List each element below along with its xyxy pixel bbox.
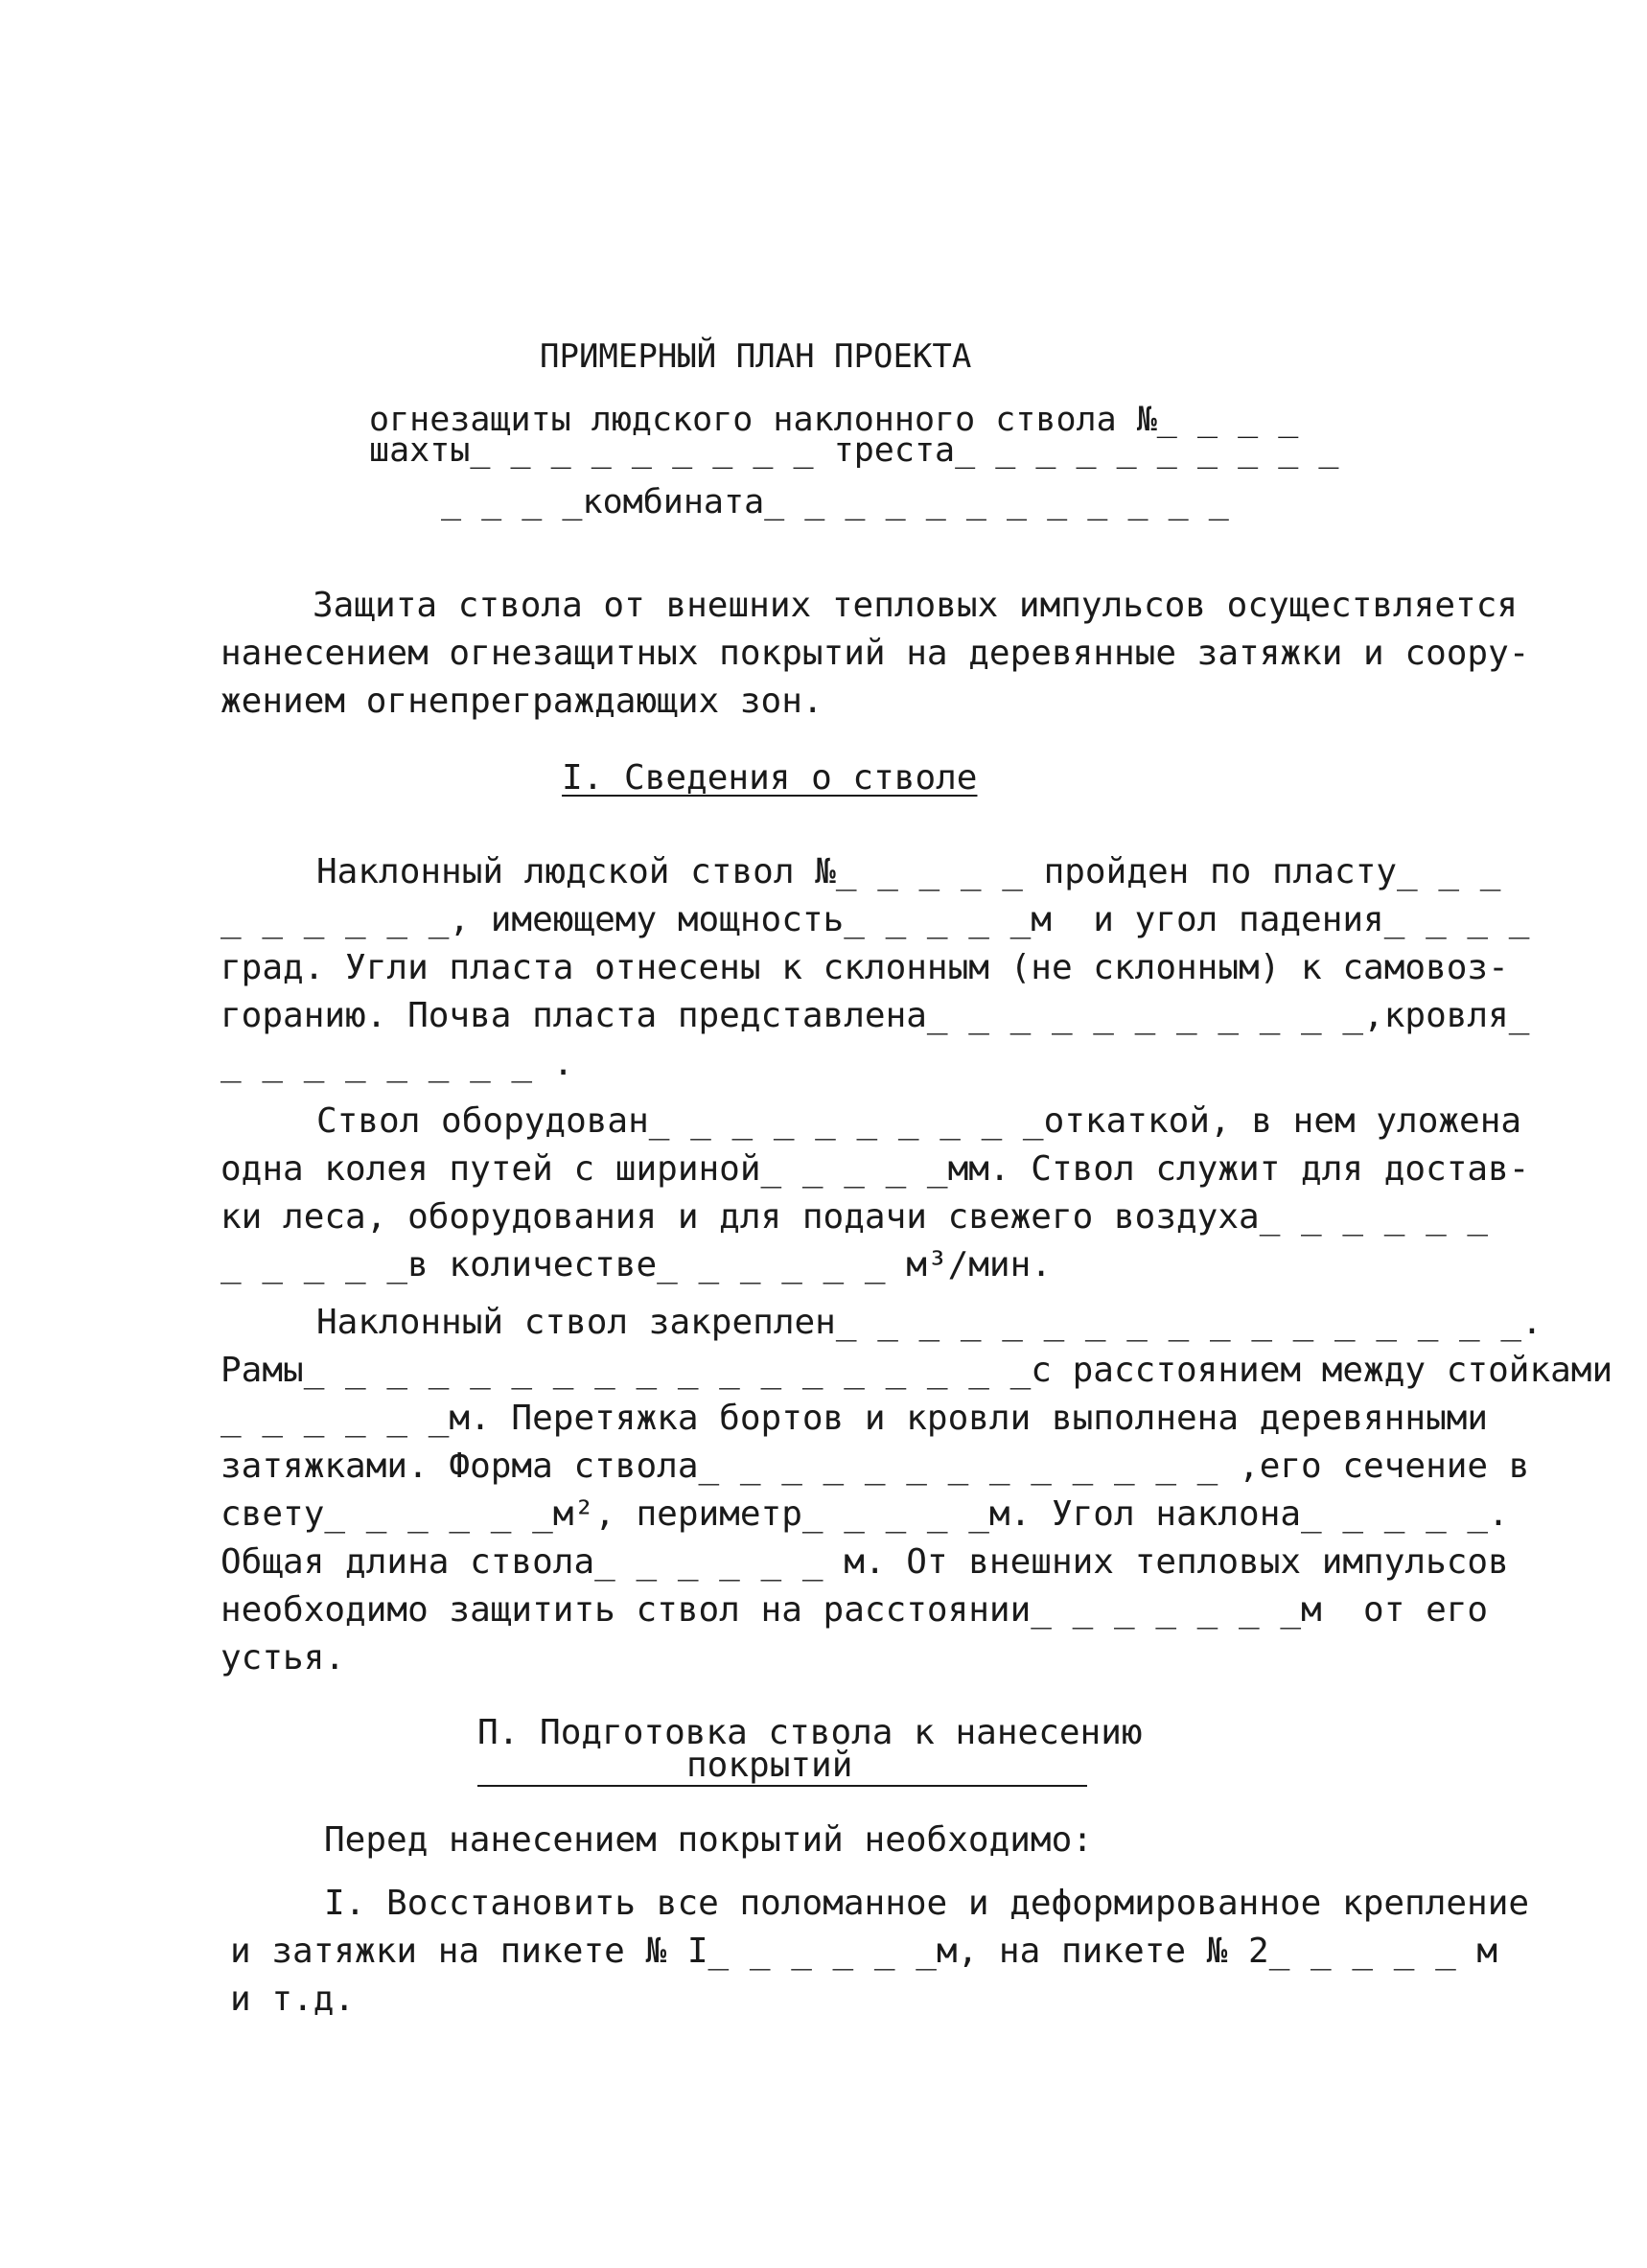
- section-2-heading-rule: [477, 1785, 1087, 1787]
- s1-p2-line-4: _ _ _ _ _в количестве_ _ _ _ _ _ м³/мин.: [220, 1245, 1052, 1284]
- s1-p3-line-4: затяжками. Форма ствола_ _ _ _ _ _ _ _ _ _ _ _ _ ,его сечение в: [220, 1446, 1530, 1486]
- s1-p1-line-1: Наклонный людской ствол №_ _ _ _ _ пройден по пласту_ _ _: [316, 852, 1501, 891]
- s2-item1-line-3: и т.д.: [230, 1979, 356, 2019]
- intro-line-2: нанесением огнезащитных покрытий на деревянные затяжки и соору-: [220, 634, 1530, 673]
- s1-p1-line-2: _ _ _ _ _ _, имеющему мощность_ _ _ _ _м и угол падения_ _ _ _: [220, 900, 1530, 939]
- intro-line-3: жением огнепреграждающих зон.: [220, 682, 824, 721]
- subtitle-line-2: шахты_ _ _ _ _ _ _ _ _ треста_ _ _ _ _ _ _ _ _ _: [369, 431, 1339, 470]
- intro-line-1: Защита ствола от внешних тепловых импульсов осуществляется: [313, 586, 1519, 625]
- s1-p3-line-8: устья.: [220, 1638, 346, 1678]
- s2-item1-line-1: I. Восстановить все поломанное и деформированное крепление: [324, 1884, 1530, 1923]
- s1-p3-line-6: Общая длина ствола_ _ _ _ _ _ м. От внешних тепловых импульсов: [220, 1542, 1509, 1582]
- subtitle-line-1: огнезащиты людского наклонного ствола №_ _ _ _: [369, 401, 1299, 439]
- s2-item1-line-2: и затяжки на пикете № I_ _ _ _ _ _м, на пикете № 2_ _ _ _ _ м: [230, 1932, 1498, 1971]
- section-2-heading-line-1: П. Подготовка ствола к нанесению: [477, 1713, 1143, 1752]
- s1-p3-line-3: _ _ _ _ _ _м. Перетяжка бортов и кровли выполнена деревянными: [220, 1399, 1489, 1438]
- s1-p1-line-4: горанию. Почва пласта представлена_ _ _ _ _ _ _ _ _ _ _,кровля_: [220, 996, 1530, 1035]
- s1-p2-line-3: ки леса, оборудования и для подачи свежего воздуха_ _ _ _ _ _: [220, 1197, 1489, 1237]
- s1-p3-line-2: Рамы_ _ _ _ _ _ _ _ _ _ _ _ _ _ _ _ _ _с расстоянием между стойками: [220, 1351, 1613, 1390]
- s1-p1-line-3: град. Угли пласта отнесены к склонным (не склонным) к самовоз-: [220, 948, 1509, 987]
- s1-p3-line-7: необходимо защитить ствол на расстоянии_ _ _ _ _ _ _м от его: [220, 1590, 1489, 1630]
- s1-p2-line-1: Ствол оборудован_ _ _ _ _ _ _ _ _ _откаткой, в нем уложена: [316, 1101, 1522, 1141]
- s2-intro: Перед нанесением покрытий необходимо:: [324, 1820, 1093, 1860]
- section-2-heading-line-2: покрытий: [686, 1746, 853, 1785]
- s1-p1-line-5: _ _ _ _ _ _ _ _ .: [220, 1044, 574, 1083]
- section-1-heading: I. Сведения о стволе: [562, 758, 978, 798]
- s1-p2-line-2: одна колея путей с шириной_ _ _ _ _мм. Ствол служит для достав-: [220, 1149, 1530, 1189]
- s1-p3-line-5: свету_ _ _ _ _ _м², периметр_ _ _ _ _м. Угол наклона_ _ _ _ _.: [220, 1494, 1509, 1534]
- s1-p3-line-1: Наклонный ствол закреплен_ _ _ _ _ _ _ _ _ _ _ _ _ _ _ _ _.: [316, 1303, 1543, 1342]
- subtitle-line-3: _ _ _ _комбината_ _ _ _ _ _ _ _ _ _ _ _: [441, 483, 1229, 521]
- doc-title: ПРИМЕРНЫЙ ПЛАН ПРОЕКТА: [540, 337, 972, 376]
